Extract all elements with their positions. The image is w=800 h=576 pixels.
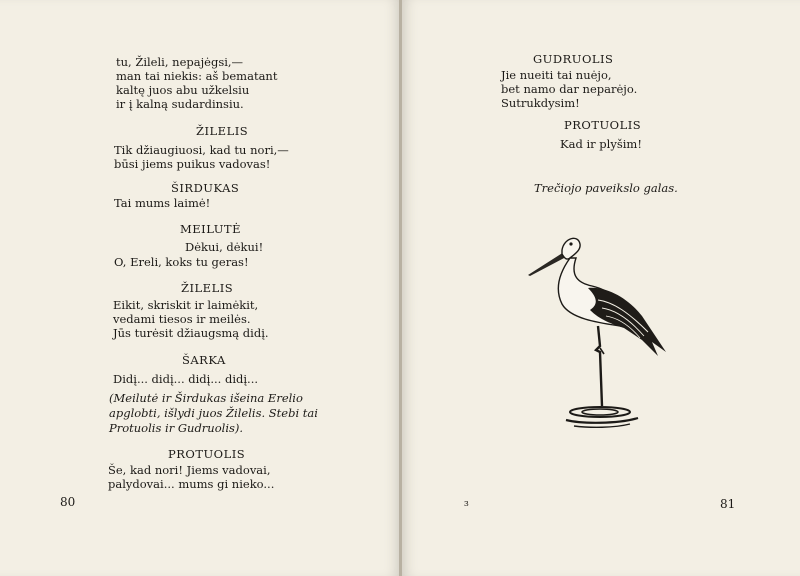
verse-line: Dėkui, dėkui!	[185, 240, 264, 254]
verse-line: ir į kalną sudardinsiu.	[116, 97, 244, 111]
speaker-name: ŠIRDUKAS	[171, 181, 240, 195]
stork-illustration	[520, 228, 670, 430]
verse-line: bet namo dar neparėjo.	[501, 82, 638, 96]
verse-line: vedami tiesos ir meilės.	[113, 312, 251, 326]
page-number: 80	[60, 495, 76, 509]
verse-line: Didį... didį... didį... didį...	[113, 372, 259, 386]
speaker-name: MEILUTĖ	[180, 222, 241, 236]
stage-direction: apglobti, išlydi juos Žilelis. Stebi tai	[109, 406, 318, 420]
verse-line: Eikit, skriskit ir laimėkit,	[113, 298, 259, 312]
speaker-name: ŽILELIS	[196, 124, 249, 138]
verse-line: Jie nueiti tai nuėjo,	[501, 68, 612, 82]
verse-line: palydovai... mums gi nieko...	[108, 477, 275, 491]
verse-line: Kad ir plyšim!	[560, 137, 642, 151]
verse-line: Sutrukdysim!	[501, 96, 580, 110]
speaker-name: PROTUOLIS	[168, 447, 246, 461]
speaker-name: PROTUOLIS	[564, 118, 642, 132]
end-of-scene-note: Trečiojo paveikslo galas.	[534, 181, 678, 195]
stage-direction: (Meilutė ir Širdukas išeina Erelio	[109, 391, 303, 405]
page-number: 81	[720, 497, 736, 511]
verse-line: O, Ereli, koks tu geras!	[114, 255, 249, 269]
stage-direction: Protuolis ir Gudruolis).	[109, 421, 244, 435]
verse-line: Jūs turėsit džiaugsmą didį.	[113, 326, 269, 340]
verse-line: Še, kad nori! Jiems vadovai,	[108, 463, 271, 477]
speaker-name: ŽILELIS	[181, 281, 234, 295]
verse-line: tu, Žileli, nepajėgsi,—	[116, 55, 244, 69]
verse-line: Tik džiaugiuosi, kad tu nori,—	[114, 143, 289, 157]
verse-line: man tai niekis: aš bematant	[116, 69, 278, 83]
verse-line: kaltę juos abu užkelsiu	[116, 83, 250, 97]
page-mark: ɜ	[464, 499, 469, 509]
speaker-name: GUDRUOLIS	[533, 52, 614, 66]
verse-line: Tai mums laimė!	[114, 196, 211, 210]
verse-line: būsi jiems puikus vadovas!	[114, 157, 271, 171]
speaker-name: ŠARKA	[182, 353, 226, 367]
